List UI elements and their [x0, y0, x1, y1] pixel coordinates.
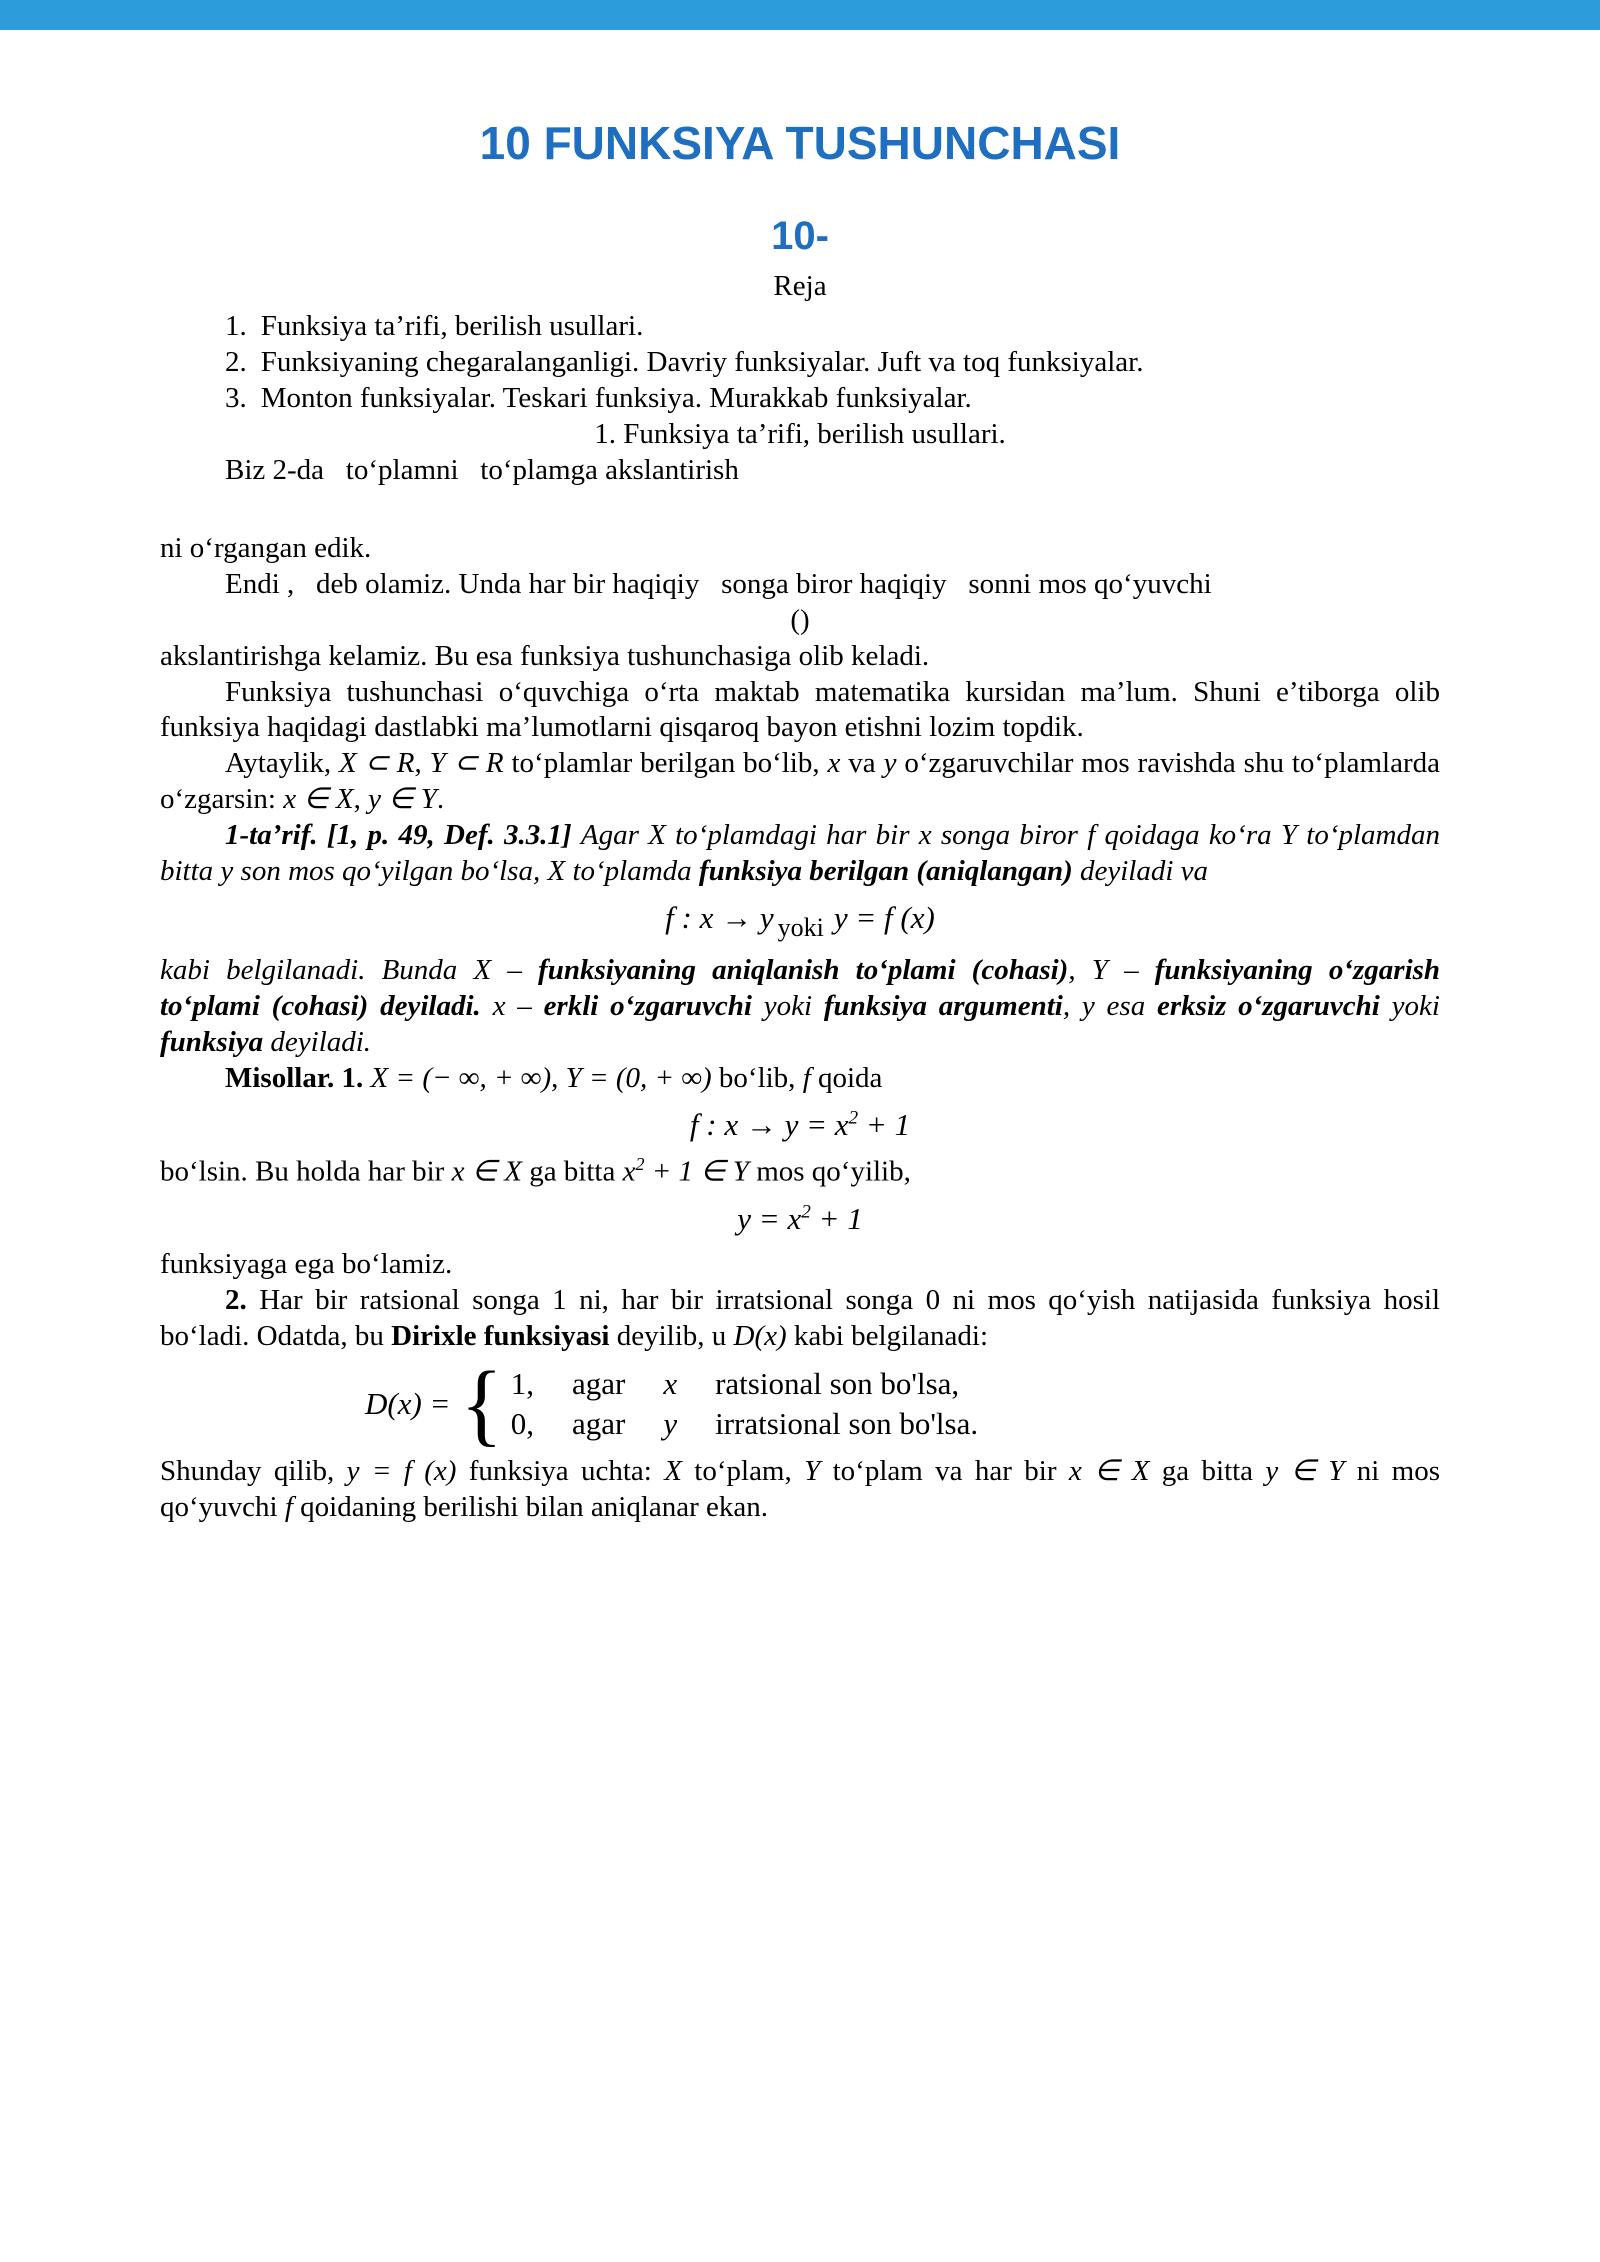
text-run: ,	[353, 783, 369, 816]
text-run: deyiladi va	[1072, 855, 1209, 888]
text-run: yoki	[751, 990, 824, 1023]
math-run: x	[480, 990, 506, 1023]
text-run: ,	[414, 747, 430, 780]
math-run: y ∈ Y	[368, 783, 437, 816]
paragraph-kabi-belgilanadi	[160, 953, 1440, 1061]
math-run: y = f (x)	[346, 1455, 457, 1488]
paragraph-shunday-qilib	[160, 1454, 1440, 1526]
text-run: ratsional son bo'lsa,	[715, 1366, 960, 1402]
paragraph-biz: Biz 2-da to‘plamni to‘plamga akslantirish	[225, 453, 739, 486]
text-run: agar	[571, 1366, 626, 1402]
text-run: Misollar. 1.	[225, 1062, 371, 1095]
list-text: Funksiya ta’rifi, berilish usullari.	[260, 309, 644, 342]
empty-parentheses-line: ()	[790, 603, 810, 636]
math-run: x ∈ X	[1068, 1455, 1150, 1488]
math-run: x	[622, 1155, 636, 1188]
math-run: D(x)	[733, 1319, 787, 1352]
text-run: funksiyaning aniqlanish to‘plami (cohasi)	[538, 954, 1069, 987]
paragraph-akslantirishga: akslantirishga kelamiz. Bu esa funksiya tushunchasiga olib keladi.	[160, 639, 930, 672]
math-run: X = (− ∞, + ∞)	[370, 1062, 552, 1095]
math-run: f	[284, 1491, 293, 1524]
cases-block	[511, 1364, 978, 1445]
math-run: y	[883, 747, 897, 780]
text-run: erkli o‘zgaruvchi	[543, 990, 752, 1023]
text-run: to‘plam va har bir	[820, 1455, 1069, 1488]
text-run: va	[840, 747, 884, 780]
text-run: bo‘lib,	[711, 1062, 803, 1095]
paragraph-misollar	[160, 1061, 1440, 1097]
text-run: to‘plam,	[681, 1455, 805, 1488]
paragraph-funksiya-tushunchasi: Funksiya tushunchasi o‘quvchiga o‘rta maktab matematika kursidan ma’lum. Shuni e’tiborga olib funksiya haqidagi dastlabki ma’lumotlarni qisqaroq bayon etishni lozim topdik.	[160, 675, 1440, 744]
text-run: mos qo‘yilib,	[748, 1155, 911, 1188]
list-item-2	[160, 345, 1440, 381]
text-run: qoidaning berilishi bilan aniqlanar ekan.	[292, 1491, 769, 1524]
case-row-irrational	[511, 1404, 978, 1444]
superscript: 2	[801, 1201, 811, 1223]
text-run: qoidaga ko‘ra	[1095, 819, 1281, 852]
text-run: ,	[551, 1062, 566, 1095]
text-run: funksiya	[160, 1026, 264, 1059]
math-run: X	[648, 819, 666, 852]
text-run: ,	[1062, 990, 1082, 1023]
list-text: Funksiyaning chegaralanganligi. Davriy funksiyalar. Juft va toq funksiyalar.	[260, 345, 1144, 378]
text-run: ga bitta	[1149, 1455, 1266, 1488]
math-run: X	[664, 1455, 682, 1488]
math-run: y = f (x)	[833, 900, 935, 936]
math-run: + 1 ∈ Y	[644, 1155, 749, 1188]
math-run: y	[1081, 990, 1095, 1023]
page-title: 10 FUNKSIYA TUSHUNCHASI	[479, 117, 1121, 169]
reja-heading: Reja	[773, 270, 827, 302]
text-run: to‘plamlar berilgan bo‘lib,	[503, 747, 828, 780]
list-number: 2.	[225, 345, 247, 378]
list-number: 1.	[225, 309, 247, 342]
paragraph-funksiyaga-ega: funksiyaga ega bo‘lamiz.	[160, 1247, 453, 1280]
text-run: to‘plamda	[565, 855, 699, 888]
case-row-rational	[511, 1364, 978, 1404]
text-run: –	[505, 990, 544, 1023]
paragraph-bolsin	[160, 1153, 1440, 1191]
math-run: f	[802, 1062, 811, 1095]
paragraph-endi: Endi , deb olamiz. Unda har bir haqiqiy songa biror haqiqiy sonni mos qo‘yuvchi	[225, 567, 1212, 600]
math-run: x	[918, 819, 932, 852]
list-text: Monton funksiyalar. Teskari funksiya. Murakkab funksiyalar.	[260, 381, 972, 414]
list-number: 3.	[225, 381, 247, 414]
math-run: y	[220, 855, 234, 888]
text-run: Shunday qilib,	[160, 1455, 347, 1488]
text-run: o‘zgaruvchilar mos ravishda shu to‘plamlarda o‘zgarsin:	[160, 747, 1441, 816]
superscript: 2	[635, 1154, 645, 1175]
text-run: esa	[1094, 990, 1157, 1023]
math-run: X	[473, 954, 492, 987]
text-run: ,	[1068, 954, 1092, 987]
text-run: Aytaylik,	[225, 747, 339, 780]
text-run: deyiladi.	[263, 1026, 372, 1059]
text-run: funksiya argumenti	[823, 990, 1063, 1023]
text-run: funksiya berilgan (aniqlangan)	[698, 855, 1073, 888]
paragraph-tarif	[160, 818, 1440, 890]
math-run: x	[827, 747, 841, 780]
top-blue-bar	[0, 0, 1600, 30]
math-run: f	[1087, 819, 1096, 852]
text-run: –	[1107, 954, 1155, 987]
text-run: 0,	[510, 1406, 534, 1442]
math-run: + 1	[810, 1200, 863, 1236]
math-run: Y	[1091, 954, 1108, 987]
text-run: to‘plamdagi har bir	[665, 819, 919, 852]
text-run: agar	[571, 1406, 626, 1442]
text-run: 1,	[510, 1366, 534, 1402]
text-run: kabi belgilanadi. Bunda	[160, 954, 474, 987]
math-run: f : x → y	[665, 900, 774, 936]
math-run: x ∈ X	[283, 783, 354, 816]
text-run: erksiz o‘zgaruvchi	[1157, 990, 1380, 1023]
text-run: 2.	[225, 1283, 260, 1316]
text-run: deyilib, u	[609, 1319, 734, 1352]
superscript: 2	[848, 1107, 859, 1129]
formula-function-notation	[160, 900, 1440, 943]
centered-subheading: 1. Funksiya ta’rifi, berilish usullari.	[594, 417, 1006, 450]
math-run: y	[663, 1406, 678, 1442]
dirixle-function-formula	[365, 1353, 1440, 1455]
paragraph-ni-organgan: ni o‘rgangan edik.	[160, 531, 372, 564]
math-run: X	[547, 855, 566, 888]
text-run: irratsional son bo'lsa.	[715, 1406, 979, 1442]
math-run: Y	[1280, 819, 1298, 852]
math-run: y = x	[737, 1200, 802, 1236]
text-run: Dirixle funksiyasi	[391, 1319, 610, 1352]
math-run: f : x → y = x	[689, 1107, 849, 1143]
curly-brace: {	[460, 1353, 503, 1455]
text-run: Agar	[580, 819, 649, 852]
text-run: yoki	[1379, 990, 1440, 1023]
text-run: qoida	[810, 1062, 883, 1095]
list-item-3	[160, 381, 1440, 417]
yoki-label: yoki	[777, 913, 824, 943]
text-run: songa biror	[931, 819, 1088, 852]
text-run: ni mos qo‘yuvchi	[160, 1455, 1441, 1524]
math-run: X ⊂ R	[338, 747, 415, 780]
text-run: funksiyaning o‘zgarish to‘plami (cohasi) deyiladi.	[160, 954, 1441, 1023]
text-run: –	[491, 954, 539, 987]
math-run: y ∈ Y	[1265, 1455, 1345, 1488]
document-page	[0, 116, 1600, 1586]
math-run: Y ⊂ R	[429, 747, 504, 780]
math-run: Y = (0, + ∞)	[565, 1062, 712, 1095]
lecture-number-heading: 10-	[771, 214, 829, 258]
text-run: kabi belgilanadi:	[786, 1319, 989, 1352]
math-run: Y	[804, 1455, 821, 1488]
text-run: .	[436, 783, 445, 816]
text-run: funksiya uchta:	[456, 1455, 665, 1488]
math-run: + 1	[858, 1107, 911, 1143]
text-run: bo‘lsin. Bu holda har bir	[160, 1155, 452, 1188]
text-run: son mos qo‘yilgan bo‘lsa,	[233, 855, 548, 888]
math-run: D(x) =	[365, 1386, 451, 1422]
text-run: ga bitta	[521, 1155, 623, 1188]
paragraph-aytaylik	[160, 746, 1440, 818]
text-run: Har bir ratsional songa 1 ni, har bir irratsional songa 0 ni mos qo‘yish natijasida funksiya hosil bo‘ladi. Odatda, bu	[160, 1283, 1441, 1352]
math-run: x	[663, 1366, 678, 1402]
paragraph-dirixle-intro	[160, 1283, 1440, 1355]
formula-x-squared-map	[160, 1107, 1440, 1143]
math-run: x ∈ X	[451, 1155, 522, 1188]
text-run: 1-ta’rif. [1, p. 49, Def. 3.3.1]	[225, 819, 581, 852]
text-run: to‘plamdan bitta	[160, 819, 1440, 888]
formula-y-equals-x-squared	[160, 1201, 1440, 1237]
list-item-1	[160, 309, 1440, 345]
